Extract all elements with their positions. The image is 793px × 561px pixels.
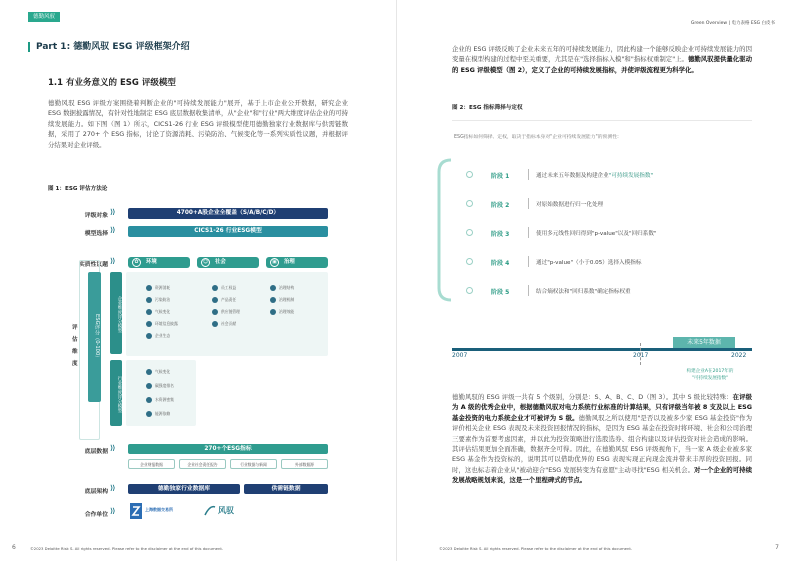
item-label: 水资源密集 (155, 397, 174, 402)
industry-dimension-label: 行业维度评分模型 (110, 360, 122, 426)
stage-dot (466, 171, 473, 178)
timeline-end: 2022 (731, 352, 747, 359)
data-source-box: 行业数据与新闻 (230, 459, 277, 469)
item-bullet (146, 309, 152, 315)
fengyu-logo-icon (204, 505, 216, 517)
signal-icon: ⟩⟩ (110, 444, 115, 452)
item-bullet (270, 309, 276, 315)
arch-bar-supply-chain: 供需链数据 (244, 484, 328, 494)
eval-dim-char: 估 (72, 337, 78, 343)
pillar-social (197, 257, 259, 268)
stage-label: 阶段 1 (491, 173, 510, 180)
partner-name: 风驭 (218, 506, 234, 515)
partner-logo-fengyu (204, 503, 244, 519)
list-item (146, 368, 170, 376)
row-label-bottom-data: 底层数据 (84, 449, 108, 455)
timeline-note-line: "可持续发展指数" (691, 376, 729, 381)
list-item (146, 396, 174, 404)
partner-name: 上海数据交易所 (145, 507, 173, 512)
list-item (146, 320, 178, 328)
row-label-model: 模型选择 (84, 231, 108, 237)
stage-separator (528, 227, 529, 238)
enterprise-dimension-label: 企业维度评分模型 (110, 272, 122, 354)
item-label: 资源消耗 (155, 285, 171, 290)
stage-dot (466, 287, 473, 294)
stage-text (536, 171, 653, 179)
pillar-governance (266, 257, 328, 268)
paragraph-1 (452, 44, 752, 75)
part-title: Part 1: 德勤风驭 ESG 评级框架介绍 (28, 42, 190, 52)
item-label: 治理结构 (279, 285, 295, 290)
report-header: Green Overview | 电力表格 ESG 白皮书 (690, 21, 775, 26)
timeline-start: 2007 (452, 352, 468, 359)
model-bar: CICS1-26 行业ESG模型 (128, 226, 328, 237)
stage-dot (466, 229, 473, 236)
item-bullet (212, 321, 218, 327)
partner-logo-sde (130, 502, 200, 520)
row-label-object: 评级对象 (84, 213, 108, 219)
list-item (146, 284, 170, 292)
stage-label: 阶段 5 (491, 289, 510, 296)
timeline-bar (452, 348, 752, 351)
item-bullet (212, 309, 218, 315)
row-label-issues: 实质性议题 (79, 262, 108, 268)
signal-icon: ⟩⟩ (110, 484, 115, 492)
item-bullet (146, 297, 152, 303)
arch-bar-database: 德勤独家行业数据库 (128, 484, 240, 494)
paragraph-2 (452, 392, 752, 486)
item-bullet (146, 383, 152, 389)
stage-label: 阶段 2 (491, 202, 510, 209)
item-bullet (146, 369, 152, 375)
paragraph-text: 企业的 ESG 评级反映了企业未来五年的可持续发展能力，因此构建一个能够反映企业可持续发展能力的因变量在模型构建的过程中至关重要，尤其是在"选择指标入模"和"指标权重制定"上。 (452, 45, 752, 64)
row-label-partners: 合作单位 (84, 512, 108, 518)
data-source-box: 企业财报数据 (128, 459, 175, 469)
pillar-environment (128, 257, 190, 268)
list-item (146, 382, 174, 390)
stage-text-part: 通过未来五年数据及构建企业 (536, 173, 609, 179)
page-number: 6 (12, 544, 16, 551)
list-item (146, 410, 170, 418)
eval-dim-char: 维 (72, 349, 78, 355)
left-page (0, 0, 396, 561)
figure2-note: ESG指标如何筛择、定权，取决于指标本身对"企业可持续发展能力"的预测性： (454, 135, 622, 140)
item-bullet (146, 333, 152, 339)
stage-label: 阶段 3 (491, 231, 510, 238)
list-item (212, 296, 236, 304)
future-data-tag: 未来5年数据 (673, 337, 735, 348)
footer: ©2023 Deloitte Risk S. All rights reserved. Please refer to the disclaimer at the end of this document. (439, 546, 633, 551)
stage-separator (528, 198, 529, 209)
intro-paragraph: 德勤风驭 ESG 评级方案围绕着判断企业的"可持续发展能力"展开，基于上市企业公开数据，研究企业 ESG 数据披露情况，有针对性地制定 ESG 底层数据收集清单，从"企业"和"行业"两大维度评估企业的可持续发展能力。如下图（图 1）所示，CICS1-26 行业 ESG 评级模型使用德勤独家行业数据库与供需链数据，采用了 270+ 个 ESG 指标，讨论了资源消耗、污染防治、气候变化等一系列实质性议题，并根据评分结果对企业评级。 (48, 99, 348, 149)
item-bullet (212, 285, 218, 291)
list-item (146, 332, 170, 340)
item-label: 治理机制 (279, 297, 295, 302)
signal-icon: ⟩⟩ (110, 208, 115, 216)
leaf-icon: ✿ (132, 258, 141, 267)
list-item (146, 296, 170, 304)
stage-text-highlight: "可持续发展指数" (608, 173, 654, 179)
stage-separator (528, 256, 529, 267)
figure1-caption: 图 1：ESG 评估方法论 (48, 186, 108, 192)
stage-label: 阶段 4 (491, 260, 510, 267)
list-item (212, 308, 240, 316)
item-bullet (270, 285, 276, 291)
item-label: 碳强度排名 (155, 383, 174, 388)
item-label: 社会贡献 (221, 321, 237, 326)
item-label: 产品责任 (221, 297, 237, 302)
list-item (270, 308, 294, 316)
esg-score-label: ESG评分（0-100） (88, 272, 101, 402)
exchange-logo-icon (130, 503, 142, 519)
item-label: 气候变化 (155, 369, 171, 374)
list-item (212, 320, 236, 328)
object-bar: 4700+A股企业全覆盖（S/A/B/C/D） (128, 208, 328, 219)
item-bullet (146, 397, 152, 403)
item-bullet (270, 297, 276, 303)
signal-icon: ⟩⟩ (110, 507, 115, 515)
item-bullet (212, 297, 218, 303)
eval-dim-char: 评 (72, 325, 78, 331)
item-label: 供应链管理 (221, 309, 240, 314)
timeline-mid: 2017 (633, 352, 649, 359)
data-source-box: 外部数据源 (281, 459, 328, 469)
figure2-frame (452, 120, 752, 370)
stage-text: 结合熵权法和"回归系数"确定指标权重 (536, 289, 631, 295)
stage-text: 使用多元线性回归得到"p-value"以及"回归系数" (536, 231, 657, 237)
item-label: 气候变化 (155, 309, 171, 314)
item-bullet (146, 285, 152, 291)
indicators-bar: 270+个ESG指标 (128, 444, 328, 454)
right-page (397, 0, 793, 561)
pillar-label: 治理 (284, 259, 295, 265)
item-label: 能源依赖 (155, 411, 171, 416)
row-label-architecture: 底层架构 (84, 489, 108, 495)
item-label: 企业生态 (155, 333, 171, 338)
timeline-note-line: 构建企业A在2017年的 (686, 369, 734, 374)
list-item (270, 296, 294, 304)
stage-text: 通过"p-value"（小于0.05）选择入模指标 (536, 260, 642, 266)
item-label: 污染防治 (155, 297, 171, 302)
eval-dim-char: 度 (72, 361, 78, 367)
timeline-note (675, 368, 745, 382)
item-label: 环境信息披露 (155, 321, 178, 326)
list-item (270, 284, 294, 292)
signal-icon: ⟩⟩ (110, 226, 115, 234)
list-item (146, 308, 170, 316)
people-icon: ☺ (202, 259, 209, 265)
paragraph-emphasis: 对一个企业的可持续发展战略规划来说，这是一个里程碑式的节点。 (452, 465, 753, 485)
stage-text: 对原始数据进行归一化处理 (536, 202, 604, 208)
pillar-label: 社会 (215, 259, 226, 265)
item-bullet (146, 321, 152, 327)
stage-separator (528, 169, 529, 180)
pillar-label: 环境 (146, 259, 157, 265)
paragraph-emphasis: 德勤风驭提供量化驱动的 ESG 评级模型（图 2），定义了企业的可持续发展指标，并使评级流程更为科学化。 (452, 55, 752, 74)
list-item (212, 284, 236, 292)
stage-connector (435, 152, 465, 312)
figure2-caption: 图 2：ESG 指标筛择与定权 (452, 105, 523, 111)
footer: ©2023 Deloitte Risk S. All rights reserved. Please refer to the disclaimer at the end of this document. (30, 546, 224, 551)
stage-dot (466, 200, 473, 207)
item-label: 治理效能 (279, 309, 295, 314)
paragraph-text: 德勤风驭的 ESG 评级一共有 5 个级别，分别是：S、A、B、C、D（图 3）。其中 S 级比较特殊： (452, 393, 733, 401)
signal-icon: ⟩⟩ (110, 257, 115, 265)
paragraph-text: 德勤风驭之所以使用"是否以及被多少家 ESG 基金投资"作为评价相关企业 ESG 表现及未来投资回报情况的指标，是因为 ESG 基金在投资时将环境、社会和公司治理三要素作为首要考虑因素，并以此为投资策略进行选股选券、组合构建以及评估投资对社会造成的影响。其评估结果更加全面准确，数据齐全可得。因此，在德勤风驭 ESG 评级视角下，当一家 A 级企业被多家 ESG 基金作为投资标的，说明其可以借助优异的 ESG 表现实现正向现金流并带来丰厚的投资回报。同时，这也标志着企业从"被动迎合"ESG 发展转变为有意愿"主动寻找"ESG 相关机会。 (452, 413, 752, 474)
paragraph-emphasis: 在评级为 A 级的优秀企业中，根据德勤风驭对电力系统行业标准的计算结果，只有评级当年被 8 支及以上 ESG 基金投资的电力系统企业才可被评为 S 级。 (452, 393, 753, 422)
section-tag: 德勤风驭 (28, 12, 60, 22)
building-icon: ▣ (270, 258, 279, 267)
data-source-box: 企业社会责任报告 (179, 459, 226, 469)
page-number: 7 (775, 544, 779, 551)
stage-dot (466, 258, 473, 265)
item-label: 员工权益 (221, 285, 237, 290)
item-bullet (146, 411, 152, 417)
stage-separator (528, 285, 529, 296)
section-title: 1.1 有业务意义的 ESG 评级模型 (48, 78, 176, 88)
